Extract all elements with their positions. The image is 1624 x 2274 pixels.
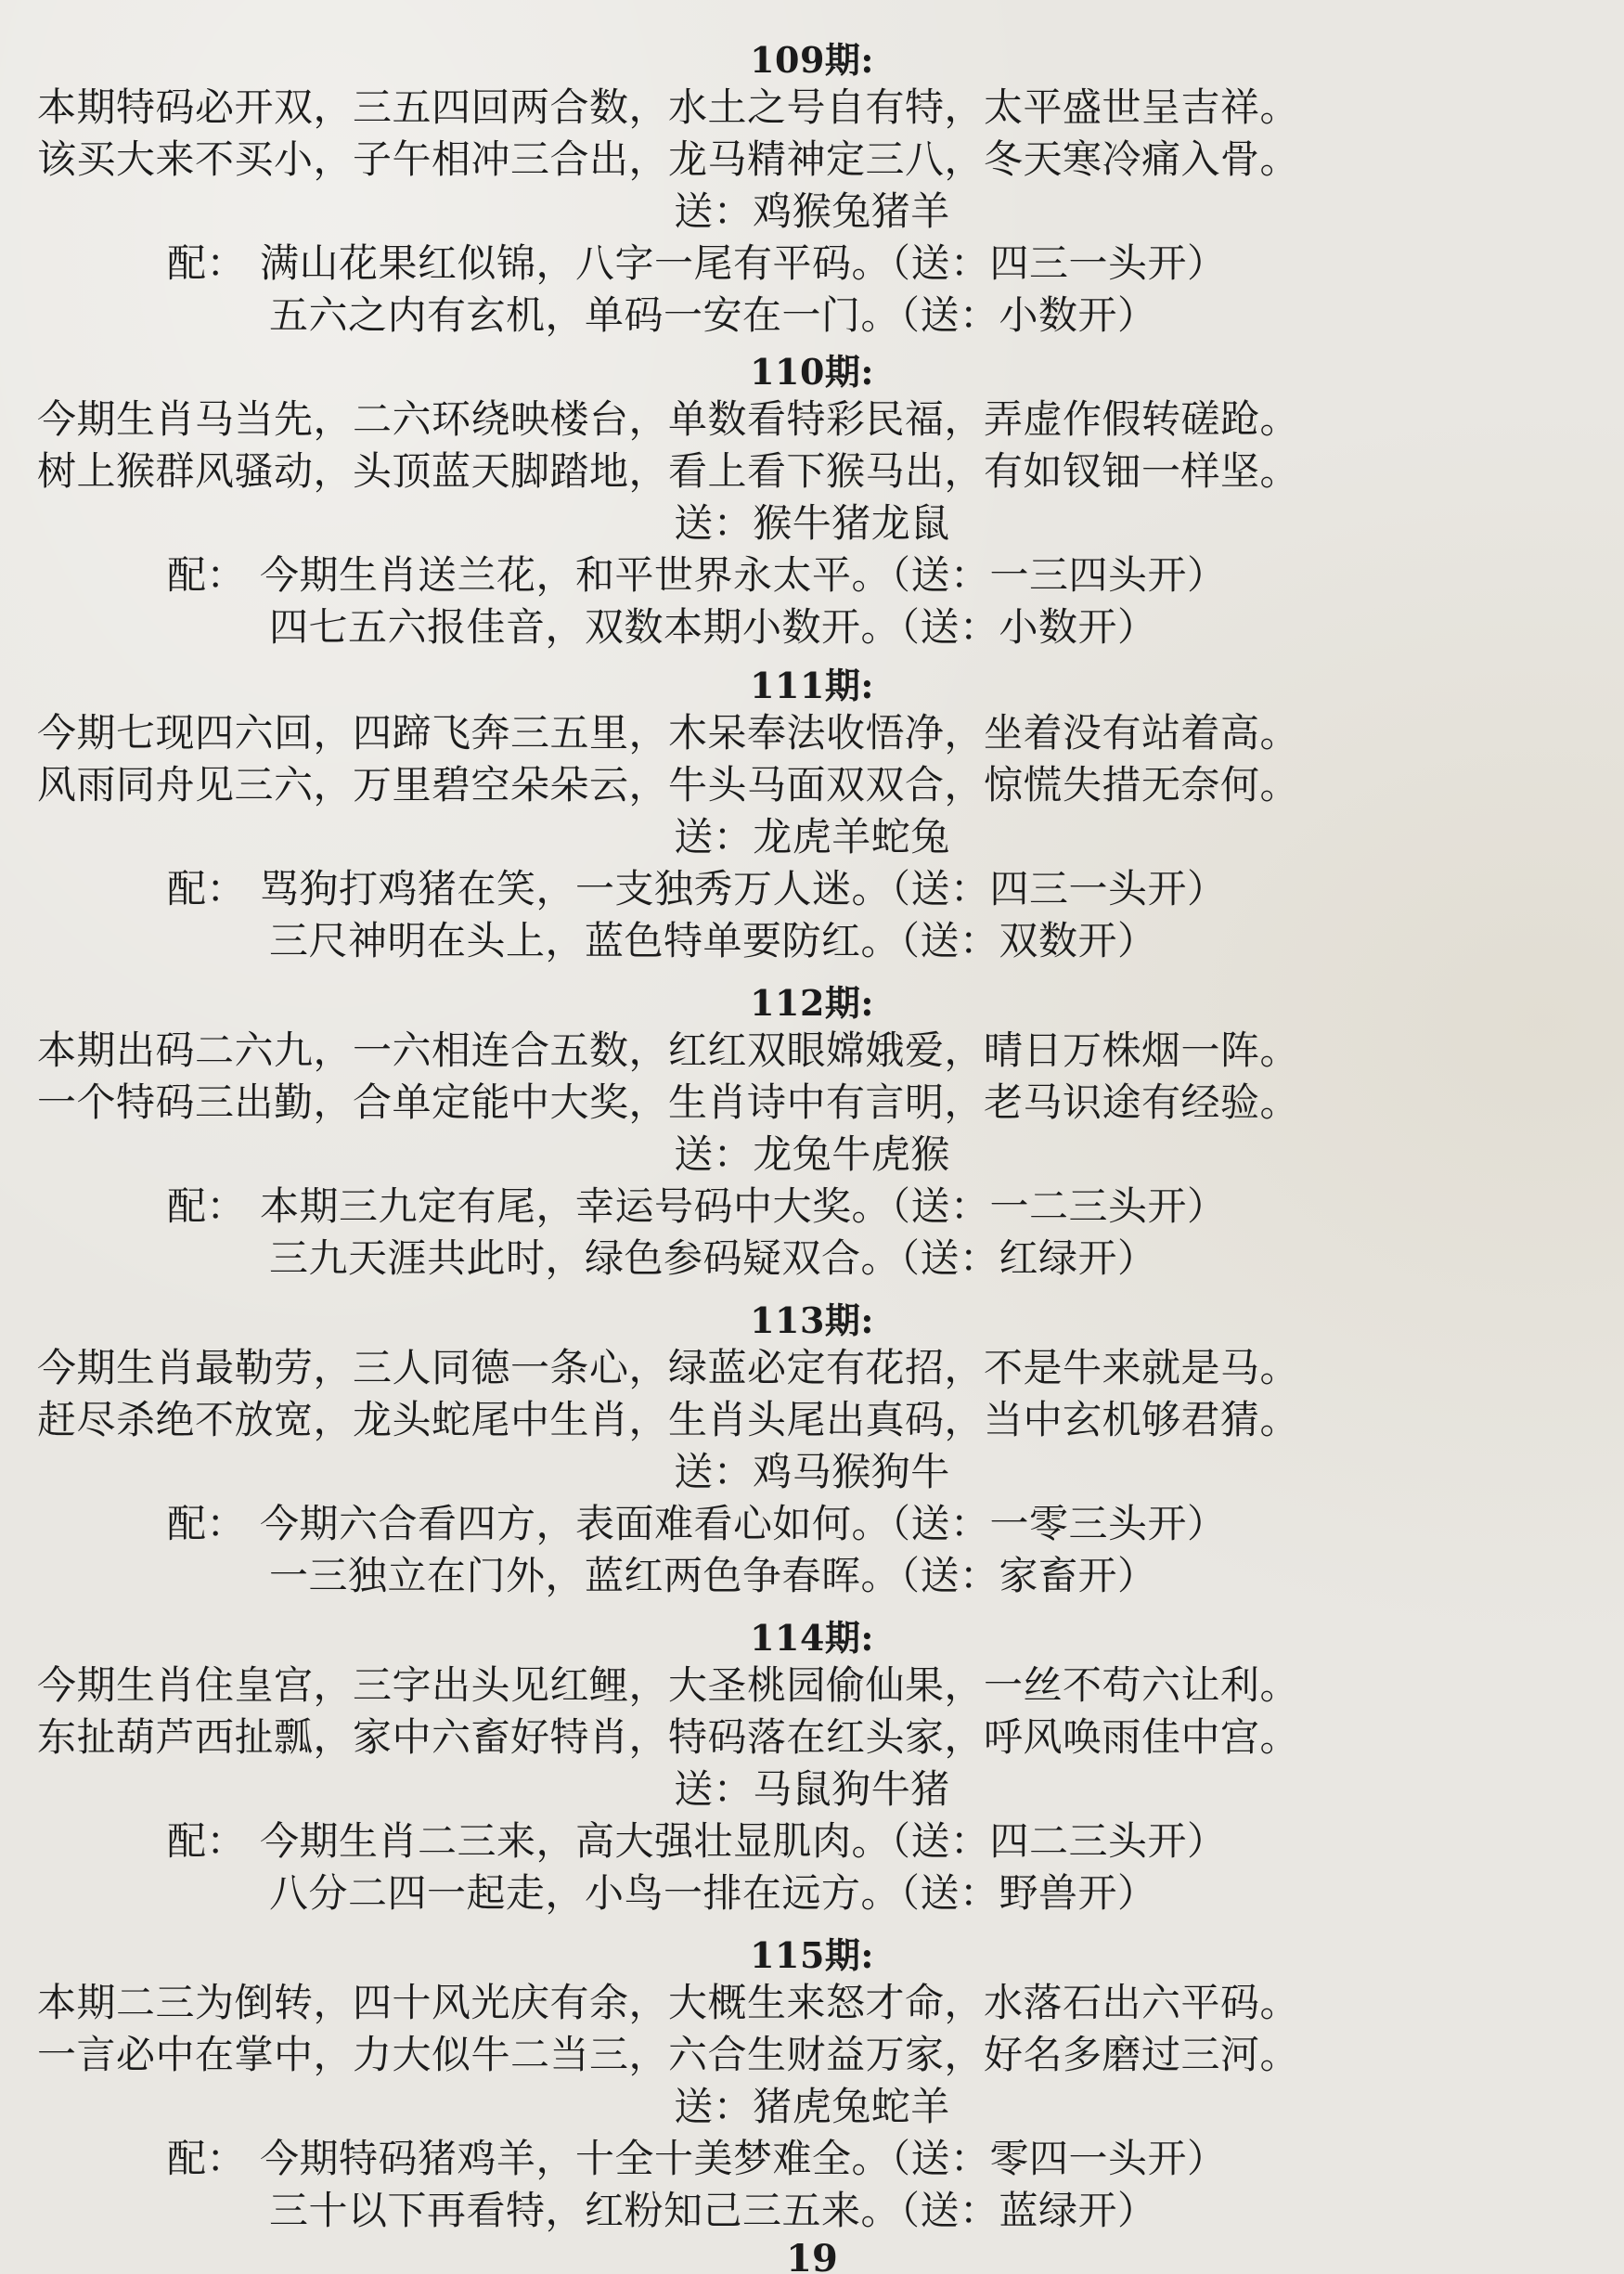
send-line: 送：龙兔牛虎猴 [674,1131,950,1177]
pair-text-1: 今期生肖二三来，高大强壮显肌肉。（送：四二三头开） [260,1818,1227,1864]
pair-text-1: 今期特码猪鸡羊，十全十美梦难全。（送：零四一头开） [260,2136,1227,2181]
poem-line-1: 今期生肖最勒劳，三人同德一条心，绿蓝必定有花招，不是牛来就是马。 [37,1345,1300,1390]
period-title: 110期: [750,351,874,393]
pair-line-1 [0,238,1624,290]
pair-line-1 [0,549,1624,601]
poem-line-2: 树上猴群风骚动，头顶蓝天脚踏地，看上看下猴马出，有如钗钿一样坚。 [37,448,1300,494]
pair-line-1 [0,1815,1624,1867]
period-section-114 [0,1617,1624,1919]
pair-label: 配： [167,1818,247,1864]
pair-label: 配： [167,866,247,911]
poem-line-2: 该买大来不买小，子午相冲三合出，龙马精神定三八，冬天寒冷痛入骨。 [37,136,1300,182]
send-line: 送：鸡猴兔猪羊 [674,188,950,234]
send-line: 送：鸡马猴狗牛 [674,1449,950,1494]
period-section-110 [0,351,1624,653]
pair-text-1: 今期六合看四方，表面难看心如何。（送：一零三头开） [260,1501,1227,1546]
send-line: 送：马鼠狗牛猪 [674,1766,950,1812]
poem-line-2: 风雨同舟见三六，万里碧空朵朵云，牛头马面双双合，惊慌失措无奈何。 [37,762,1300,808]
pair-line-2: 一三独立在门外，蓝红两色争春晖。（送：家畜开） [269,1553,1157,1598]
pair-line-2: 五六之内有玄机，单码一安在一门。（送：小数开） [269,292,1157,338]
period-section-111 [0,665,1624,967]
pair-label: 配： [167,1501,247,1546]
pair-label: 配： [167,1183,247,1229]
pair-line-1 [0,863,1624,915]
pair-label: 配： [167,240,247,286]
pair-line-2: 三十以下再看特，红粉知己三五来。（送：蓝绿开） [269,2188,1157,2233]
pair-line-2: 四七五六报佳音，双数本期小数开。（送：小数开） [269,604,1157,650]
poem-line-1: 本期二三为倒转，四十风光庆有余，大概生来怒才命，水落石出六平码。 [37,1980,1300,2025]
pair-line-2: 三尺神明在头上，蓝色特单要防红。（送：双数开） [269,918,1157,963]
poem-line-1: 今期生肖住皇宫，三字出头见红鲤，大圣桃园偷仙果，一丝不苟六让利。 [37,1662,1300,1708]
period-section-112 [0,982,1624,1285]
period-title: 111期: [750,665,874,706]
pair-text-1: 本期三九定有尾，幸运号码中大奖。（送：一二三头开） [260,1183,1227,1229]
pair-line-1 [0,1181,1624,1233]
pair-line-2: 八分二四一起走，小鸟一排在远方。（送：野兽开） [269,1870,1157,1916]
period-title: 113期: [750,1299,874,1341]
period-section-109 [0,39,1624,342]
pair-text-1: 骂狗打鸡猪在笑，一支独秀万人迷。（送：四三一头开） [260,866,1227,911]
send-line: 送：猴牛猪龙鼠 [674,500,950,546]
period-title: 114期: [750,1617,874,1659]
period-section-115 [0,1934,1624,2237]
page-number: 19 [786,2237,838,2274]
pair-line-2: 三九天涯共此时，绿色参码疑双合。（送：红绿开） [269,1235,1157,1281]
pair-line-1 [0,2133,1624,2185]
period-title: 115期: [750,1934,874,1976]
poem-line-2: 一言必中在掌中，力大似牛二当三，六合生财益万家，好名多磨过三河。 [37,2032,1300,2077]
poem-line-1: 本期出码二六九，一六相连合五数，红红双眼嫦娥爱，晴日万株烟一阵。 [37,1027,1300,1073]
pair-label: 配： [167,2136,247,2181]
pair-line-1 [0,1498,1624,1550]
pair-text-1: 满山花果红似锦，八字一尾有平码。（送：四三一头开） [260,240,1227,286]
poem-line-1: 本期特码必开双，三五四回两合数，水土之号自有特，太平盛世呈吉祥。 [37,84,1300,130]
poem-line-2: 东扯葫芦西扯瓢，家中六畜好特肖，特码落在红头家，呼风唤雨佳中宫。 [37,1714,1300,1760]
poem-line-1: 今期生肖马当先，二六环绕映楼台，单数看特彩民福，弄虚作假转磋跄。 [37,396,1300,442]
pair-text-1: 今期生肖送兰花，和平世界永太平。（送：一三四头开） [260,552,1227,598]
poem-line-2: 赶尽杀绝不放宽，龙头蛇尾中生肖，生肖头尾出真码，当中玄机够君猜。 [37,1397,1300,1442]
period-title: 109期: [750,39,874,81]
send-line: 送：龙虎羊蛇兔 [674,814,950,859]
poem-line-2: 一个特码三出勤，合单定能中大奖，生肖诗中有言明，老马识途有经验。 [37,1079,1300,1125]
send-line: 送：猪虎兔蛇羊 [674,2084,950,2129]
period-section-113 [0,1299,1624,1602]
poem-line-1: 今期七现四六回，四蹄飞奔三五里，木呆奉法收悟净，坐着没有站着高。 [37,710,1300,756]
pair-label: 配： [167,552,247,598]
period-title: 112期: [750,982,874,1024]
